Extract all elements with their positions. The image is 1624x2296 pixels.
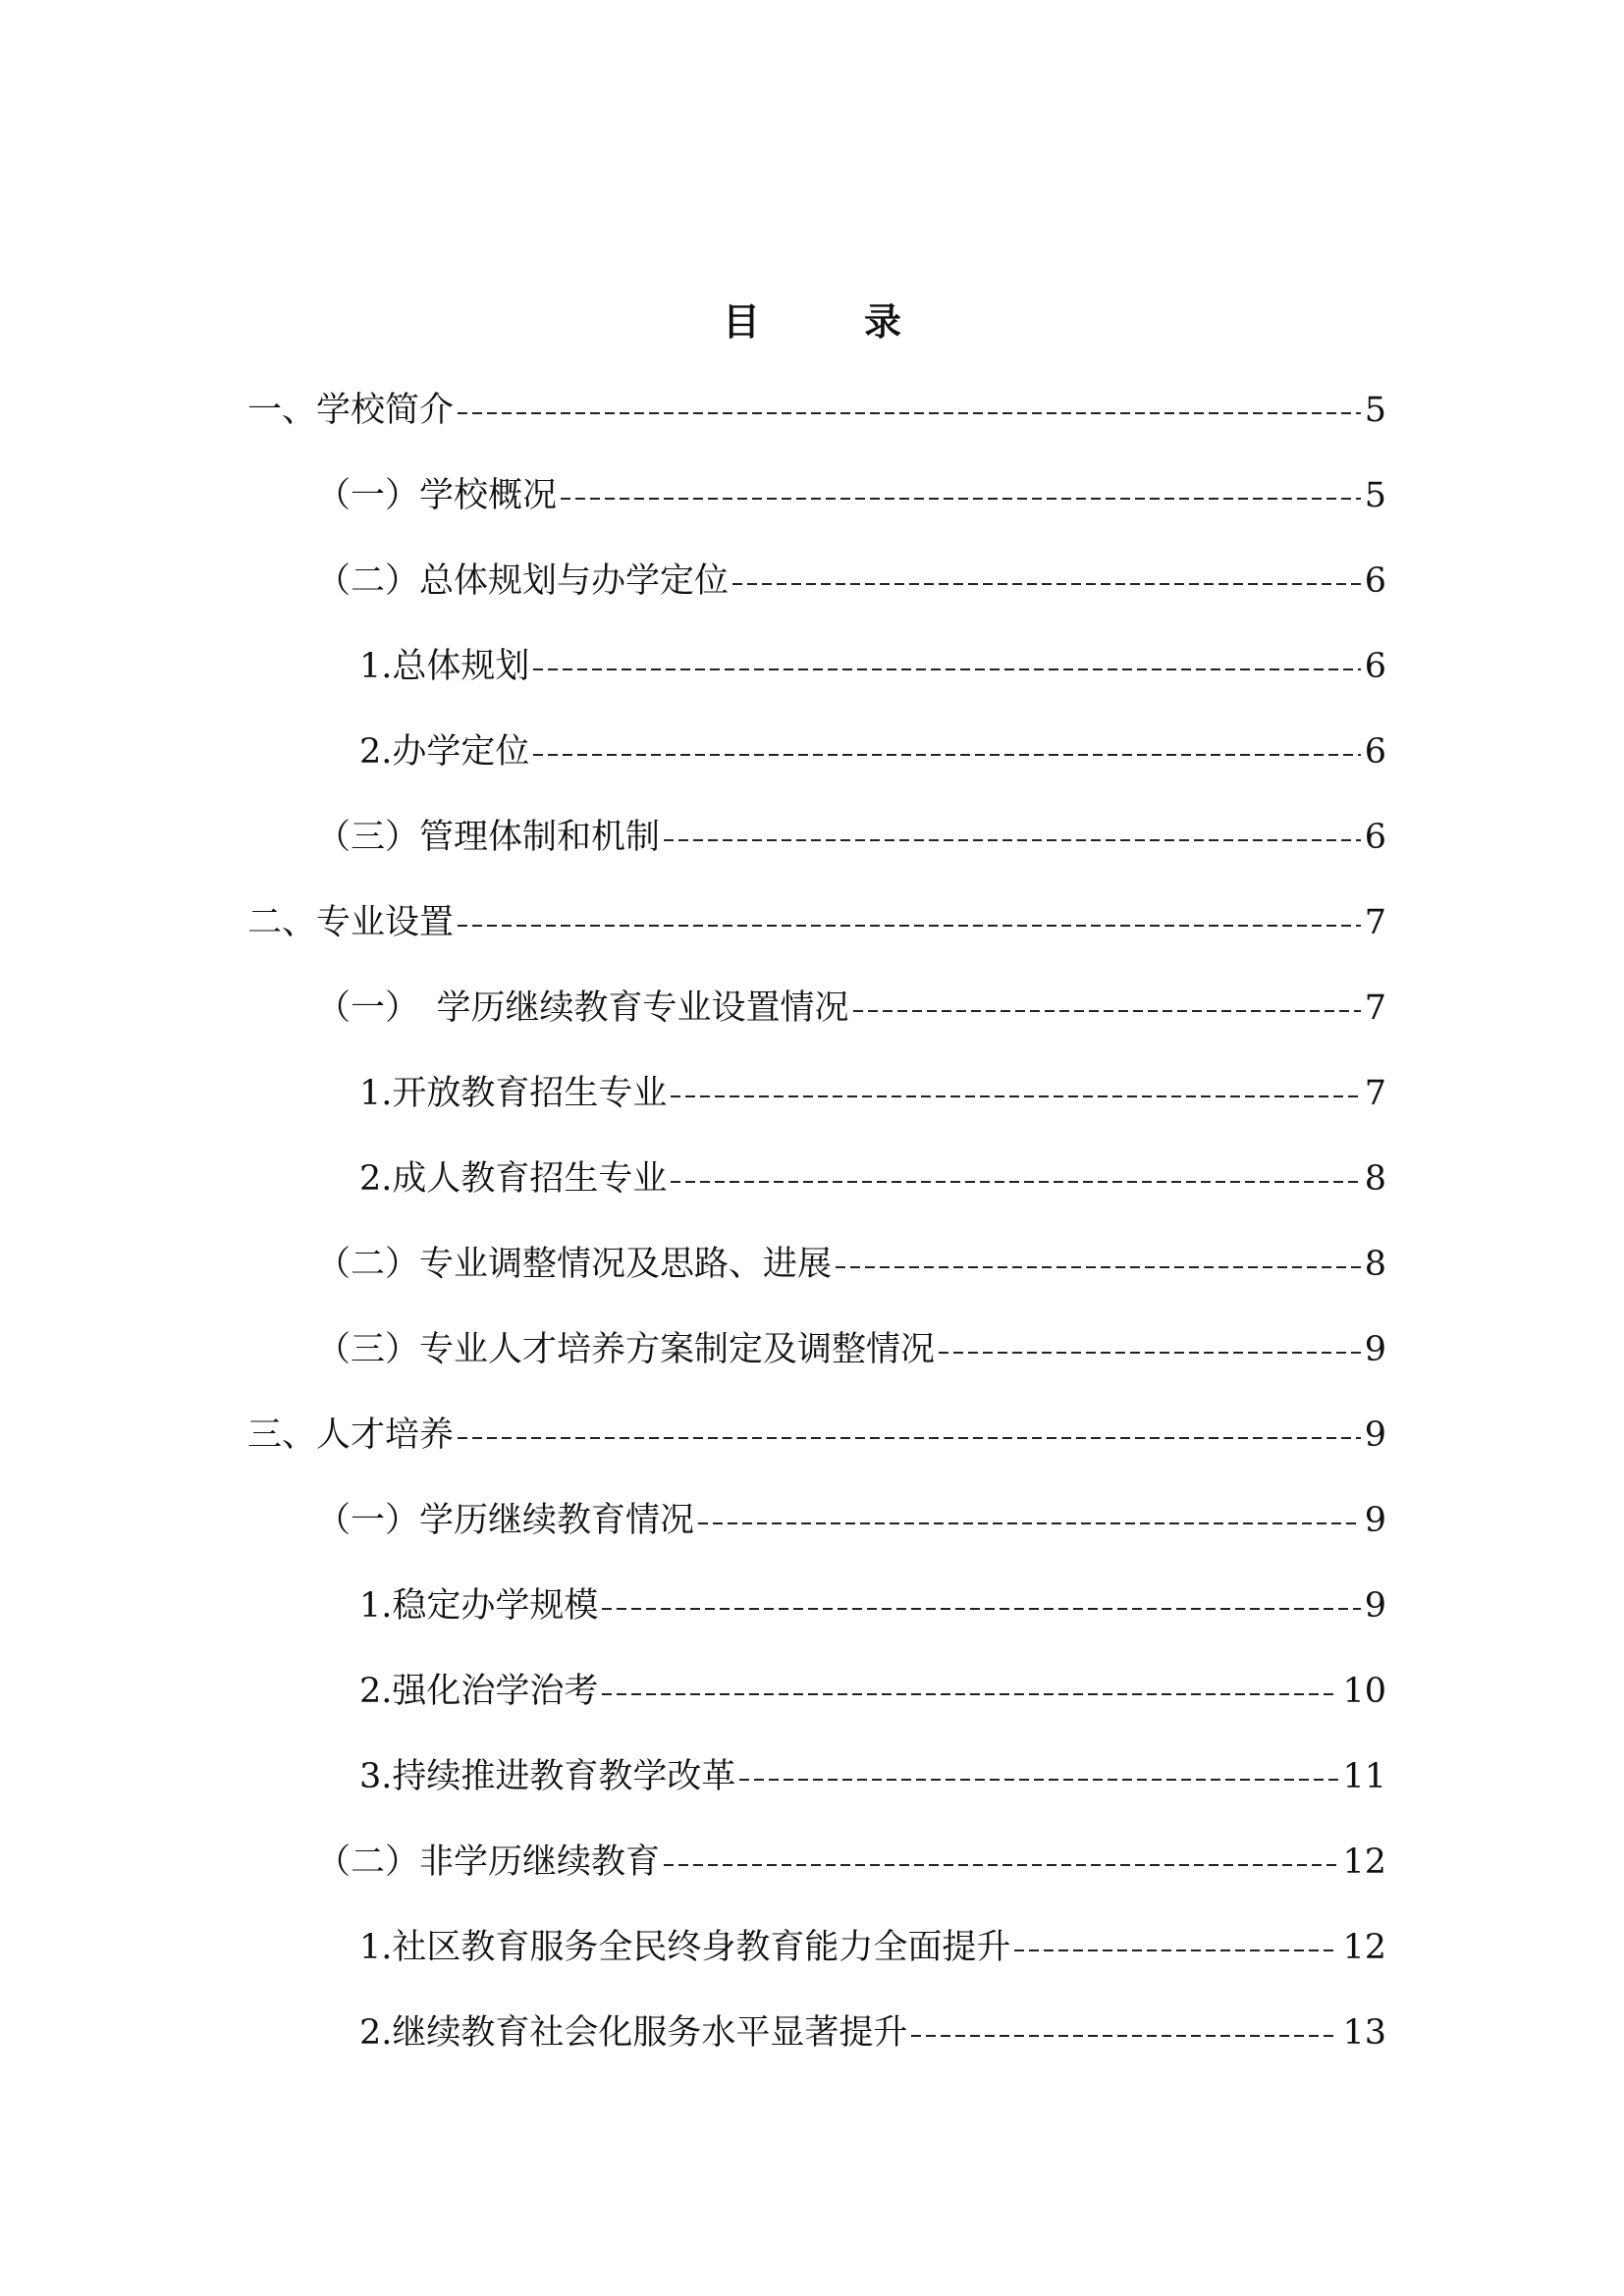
toc-entry[interactable] (316, 979, 1386, 1038)
toc-entry[interactable] (359, 1662, 1386, 1721)
toc-entry-label: （二）非学历继续教育 (316, 1842, 661, 1882)
toc-entry-label: 1.稳定办学规模 (359, 1586, 599, 1626)
toc-entry-page: 8 (1364, 1159, 1386, 1199)
toc-entry-label: 三、人才培养 (247, 1415, 455, 1455)
dot-leader (732, 583, 1361, 585)
dot-leader (664, 839, 1361, 841)
dot-leader (561, 498, 1361, 500)
toc-entry-page: 6 (1364, 732, 1386, 772)
toc-entry[interactable] (316, 1235, 1386, 1294)
toc-entry-label: 1.社区教育服务全民终身教育能力全面提升 (359, 1928, 1011, 1967)
dot-leader (458, 1437, 1361, 1439)
toc-entry[interactable] (316, 1833, 1386, 1892)
toc-entry-label: 2.办学定位 (359, 732, 530, 772)
toc-entry-label: 2.成人教育招生专业 (359, 1159, 668, 1199)
toc-entry-label: （二）总体规划与办学定位 (316, 561, 730, 601)
toc-entry-page: 5 (1364, 391, 1386, 430)
toc-entry[interactable] (316, 808, 1386, 867)
dot-leader (911, 2035, 1338, 2037)
toc-entry-label: （三）专业人才培养方案制定及调整情况 (316, 1330, 936, 1369)
toc-entry-label: 2.强化治学治考 (359, 1672, 599, 1711)
toc-entry-page: 6 (1364, 561, 1386, 601)
toc-entry[interactable] (359, 1149, 1386, 1208)
dot-leader (458, 925, 1361, 927)
toc-entry-label: （一） 学历继续教育专业设置情况 (316, 988, 849, 1028)
dot-leader (671, 1095, 1360, 1097)
toc-entry-page: 7 (1364, 903, 1386, 942)
toc-entry[interactable] (247, 381, 1386, 440)
toc-entry-label: 二、专业设置 (247, 903, 455, 942)
dot-leader (602, 1608, 1360, 1610)
toc-entry-page: 9 (1364, 1586, 1386, 1626)
toc-title: 目 录 (722, 300, 935, 344)
toc-entry-label: （一）学历继续教育情况 (316, 1501, 695, 1540)
toc-entry-page: 9 (1364, 1330, 1386, 1369)
toc-entry[interactable] (316, 1320, 1386, 1379)
toc-entry-page: 6 (1364, 647, 1386, 686)
dot-leader (698, 1522, 1361, 1524)
toc-entry-page: 6 (1364, 818, 1386, 857)
dot-leader (1014, 1949, 1338, 1951)
toc-entry[interactable] (359, 2003, 1386, 2062)
toc-entry-page: 13 (1342, 2013, 1386, 2053)
toc-entry-page: 9 (1364, 1415, 1386, 1455)
dot-leader (533, 668, 1360, 670)
toc-entry[interactable] (359, 722, 1386, 781)
toc-entry-label: 3.持续推进教育教学改革 (359, 1757, 736, 1796)
toc-entry[interactable] (359, 1918, 1386, 1977)
toc-entry-page: 11 (1342, 1757, 1386, 1796)
dot-leader (739, 1779, 1338, 1781)
toc-entry[interactable] (316, 1491, 1386, 1550)
toc-entry-label: （三）管理体制和机制 (316, 818, 661, 857)
dot-leader (671, 1181, 1360, 1183)
toc-entry-label: 1.开放教育招生专业 (359, 1074, 668, 1113)
dot-leader (533, 754, 1360, 756)
toc-entry-page: 12 (1342, 1842, 1386, 1882)
toc-entry-label: 1.总体规划 (359, 647, 530, 686)
toc-entry[interactable] (316, 466, 1386, 525)
dot-leader (853, 1010, 1361, 1012)
toc-entry[interactable] (247, 1406, 1386, 1465)
toc-entry[interactable] (359, 1576, 1386, 1635)
toc-entry-page: 7 (1364, 1074, 1386, 1113)
toc-entry-page: 8 (1364, 1245, 1386, 1284)
dot-leader (939, 1352, 1361, 1354)
toc-entry-page: 5 (1364, 476, 1386, 515)
toc-entry-page: 7 (1364, 988, 1386, 1028)
toc-entry-page: 12 (1342, 1928, 1386, 1967)
toc-entry[interactable] (316, 552, 1386, 611)
toc-entry[interactable] (359, 1064, 1386, 1123)
dot-leader (664, 1864, 1338, 1866)
toc-entry-label: （一）学校概况 (316, 476, 558, 515)
toc-entry[interactable] (247, 893, 1386, 952)
toc-entry-page: 10 (1342, 1672, 1386, 1711)
toc-entry-label: 2.继续教育社会化服务水平显著提升 (359, 2013, 908, 2053)
toc-entry-label: 一、学校简介 (247, 391, 455, 430)
dot-leader (458, 412, 1361, 414)
toc-entry[interactable] (359, 637, 1386, 696)
toc-entry-page: 9 (1364, 1501, 1386, 1540)
dot-leader (836, 1266, 1361, 1268)
dot-leader (602, 1693, 1338, 1695)
toc-entry[interactable] (359, 1747, 1386, 1806)
toc-entry-label: （二）专业调整情况及思路、进展 (316, 1245, 833, 1284)
